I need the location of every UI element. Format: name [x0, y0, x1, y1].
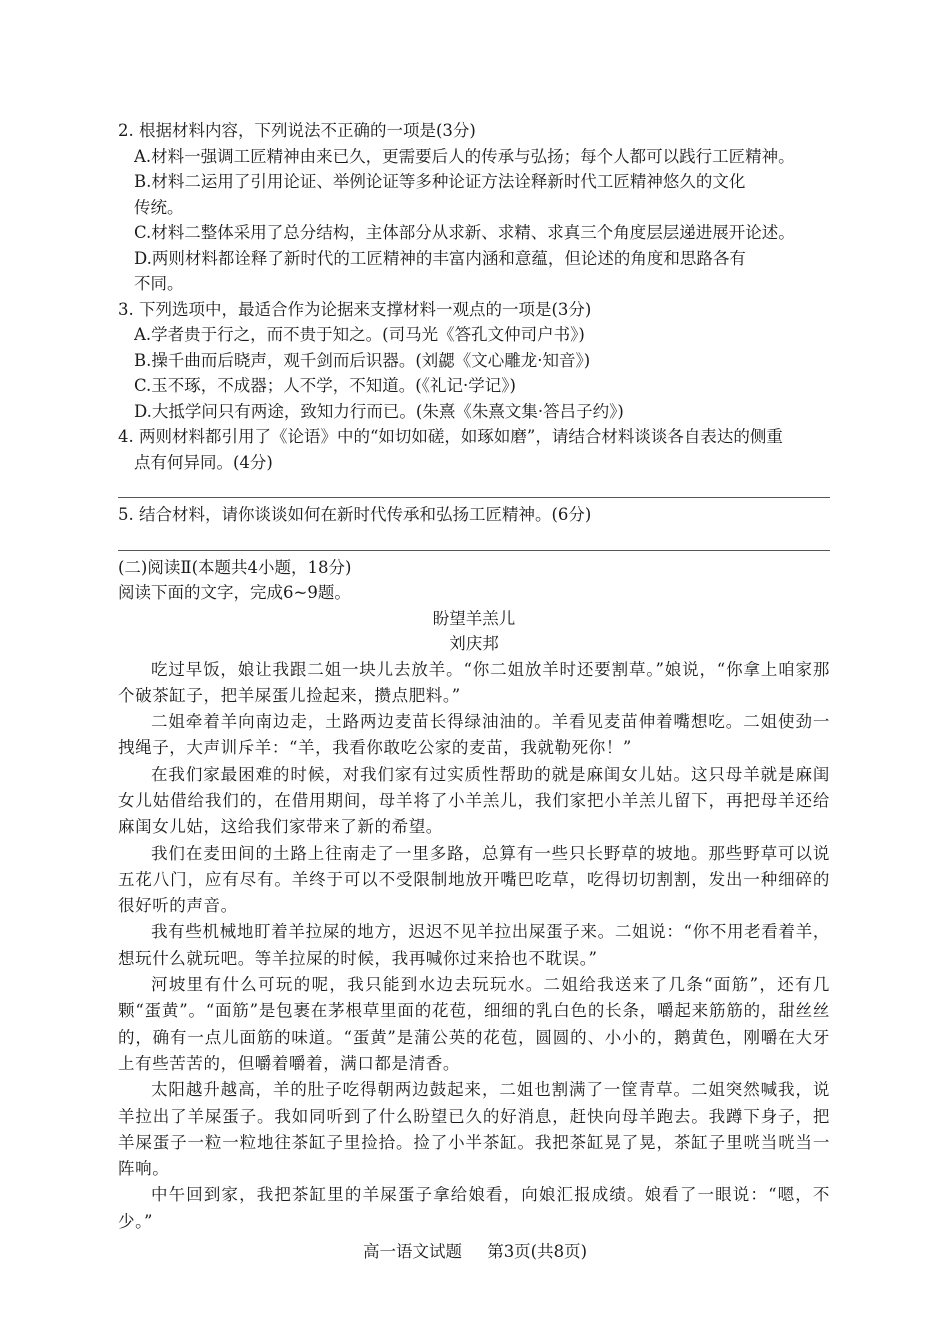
article-paragraph: 中午回到家，我把茶缸里的羊屎蛋子拿给娘看，向娘汇报成绩。娘看了一眼说：“嗯，不少。”	[118, 1185, 830, 1231]
question-2-stem: 2. 根据材料内容，下列说法不正确的一项是(3分)	[118, 121, 476, 140]
article-title: 盼望羊羔儿	[432, 608, 516, 628]
question-4-stem: 4. 两则材料都引用了《论语》中的“如切如磋，如琢如磨”，请结合材料谈谈各自表达的侧重	[118, 427, 783, 446]
question-3-option-d: D.大抵学问只有两途，致知力行而已。(朱熹《朱熹文集·答吕子约》)	[134, 401, 624, 421]
question-3	[118, 297, 830, 425]
question-3-option-b: B.操千曲而后晓声，观千剑而后识器。(刘勰《文心雕龙·知音》)	[134, 350, 591, 370]
question-2-option-a: A.材料一强调工匠精神由来已久，更需要后人的传承与弘扬；每个人都可以践行工匠精神。	[134, 146, 795, 166]
question-5-stem: 5. 结合材料，请你谈谈如何在新时代传承和弘扬工匠精神。(6分)	[118, 505, 592, 524]
footer-subject: 高一语文试题	[362, 1242, 462, 1261]
question-2-option-b: B.材料二运用了引用论证、举例论证等多种论证方法诠释新时代工匠精神悠久的文化	[134, 172, 746, 191]
question-3-stem: 3. 下列选项中，最适合作为论据来支撑材料一观点的一项是(3分)	[118, 299, 592, 319]
reading-section-2	[118, 555, 830, 1236]
question-2-option-b-cont: 传统。	[134, 197, 184, 217]
question-4	[118, 424, 830, 498]
question-2	[118, 118, 830, 297]
article-paragraph: 吃过早饭，娘让我跟二姐一块儿去放羊。“你二姐放羊时还要割草。”娘说，“你拿上咱家那个破茶缸子，把羊屎蛋儿捡起来，攒点肥料。”	[118, 659, 830, 705]
footer-page-number: 第3页(共8页)	[487, 1242, 588, 1261]
question-4-stem-cont: 点有何异同。(4分)	[134, 452, 273, 472]
answer-line-4[interactable]	[118, 475, 830, 498]
question-2-option-d: D.两则材料都诠释了新时代的工匠精神的丰富内涵和意蕴，但论述的角度和思路各有	[134, 248, 746, 268]
page-footer	[0, 1238, 950, 1262]
article-paragraph: 河坡里有什么可玩的呢，我只能到水边去玩玩水。二姐给我送来了几条“面筋”，还有几颗“蛋黄”。“面筋”是包裹在茅根草里面的花苞，细细的乳白色的长条，嚼起来筋筋的，甜丝丝的，确有一点儿面筋的味道。“蛋黄”是蒲公英的花苞，圆圆的、小小的，鹅黄色，刚嚼在大牙上有些苦苦的，但嚼着嚼着，满口都是清香。	[118, 975, 830, 1073]
article-author: 刘庆邦	[449, 634, 499, 653]
question-3-option-a: A.学者贵于行之，而不贵于知之。(司马光《答孔文仲司户书》)	[134, 325, 585, 344]
article-paragraph: 太阳越升越高，羊的肚子吃得朝两边鼓起来，二姐也割满了一筐青草。二姐突然喊我，说羊拉出了羊屎蛋子。我如同听到了什么盼望已久的好消息，赶快向母羊跑去。我蹲下身子，把羊屎蛋子一粒一粒地往茶缸子里捡拾。捡了小半茶缸。我把茶缸晃了晃，茶缸子里咣当咣当一阵响。	[118, 1080, 830, 1179]
answer-line-5[interactable]	[118, 528, 830, 551]
section-instruction: 阅读下面的文字，完成6~9题。	[118, 583, 351, 602]
question-3-option-c: C.玉不琢，不成器；人不学，不知道。(《礼记·学记》)	[134, 376, 516, 395]
question-5	[118, 502, 830, 551]
article-paragraph: 二姐牵着羊向南边走，土路两边麦苗长得绿油油的。羊看见麦苗伸着嘴想吃。二姐使劲一拽绳子，大声训斥羊：“羊，我看你敢吃公家的麦苗，我就勒死你！”	[118, 712, 830, 758]
article-paragraph: 在我们家最困难的时候，对我们家有过实质性帮助的就是麻闺女儿姑。这只母羊就是麻闺女儿姑借给我们的，在借用期间，母羊将了小羊羔儿，我们家把小羊羔儿留下，再把母羊还给麻闺女儿姑，这给我们家带来了新的希望。	[118, 764, 830, 837]
question-2-option-c: C.材料二整体采用了总分结构，主体部分从求新、求精、求真三个角度层层递进展开论述。	[134, 223, 795, 242]
section-heading: (二)阅读Ⅱ(本题共4小题，18分)	[118, 557, 352, 577]
question-2-option-d-cont: 不同。	[134, 274, 184, 293]
article-paragraph: 我们在麦田间的土路上往南走了一里多路，总算有一些只长野草的坡地。那些野草可以说五花八门，应有尽有。羊终于可以不受限制地放开嘴巴吃草，吃得切切割割，发出一种细碎的很好听的声音。	[118, 843, 830, 916]
page-content	[118, 118, 830, 1235]
article-paragraph: 我有些机械地盯着羊拉屎的地方，迟迟不见羊拉出屎蛋子来。二姐说：“你不用老看着羊，想玩什么就玩吧。等羊拉屎的时候，我再喊你过来拾也不耽误。”	[118, 922, 830, 968]
